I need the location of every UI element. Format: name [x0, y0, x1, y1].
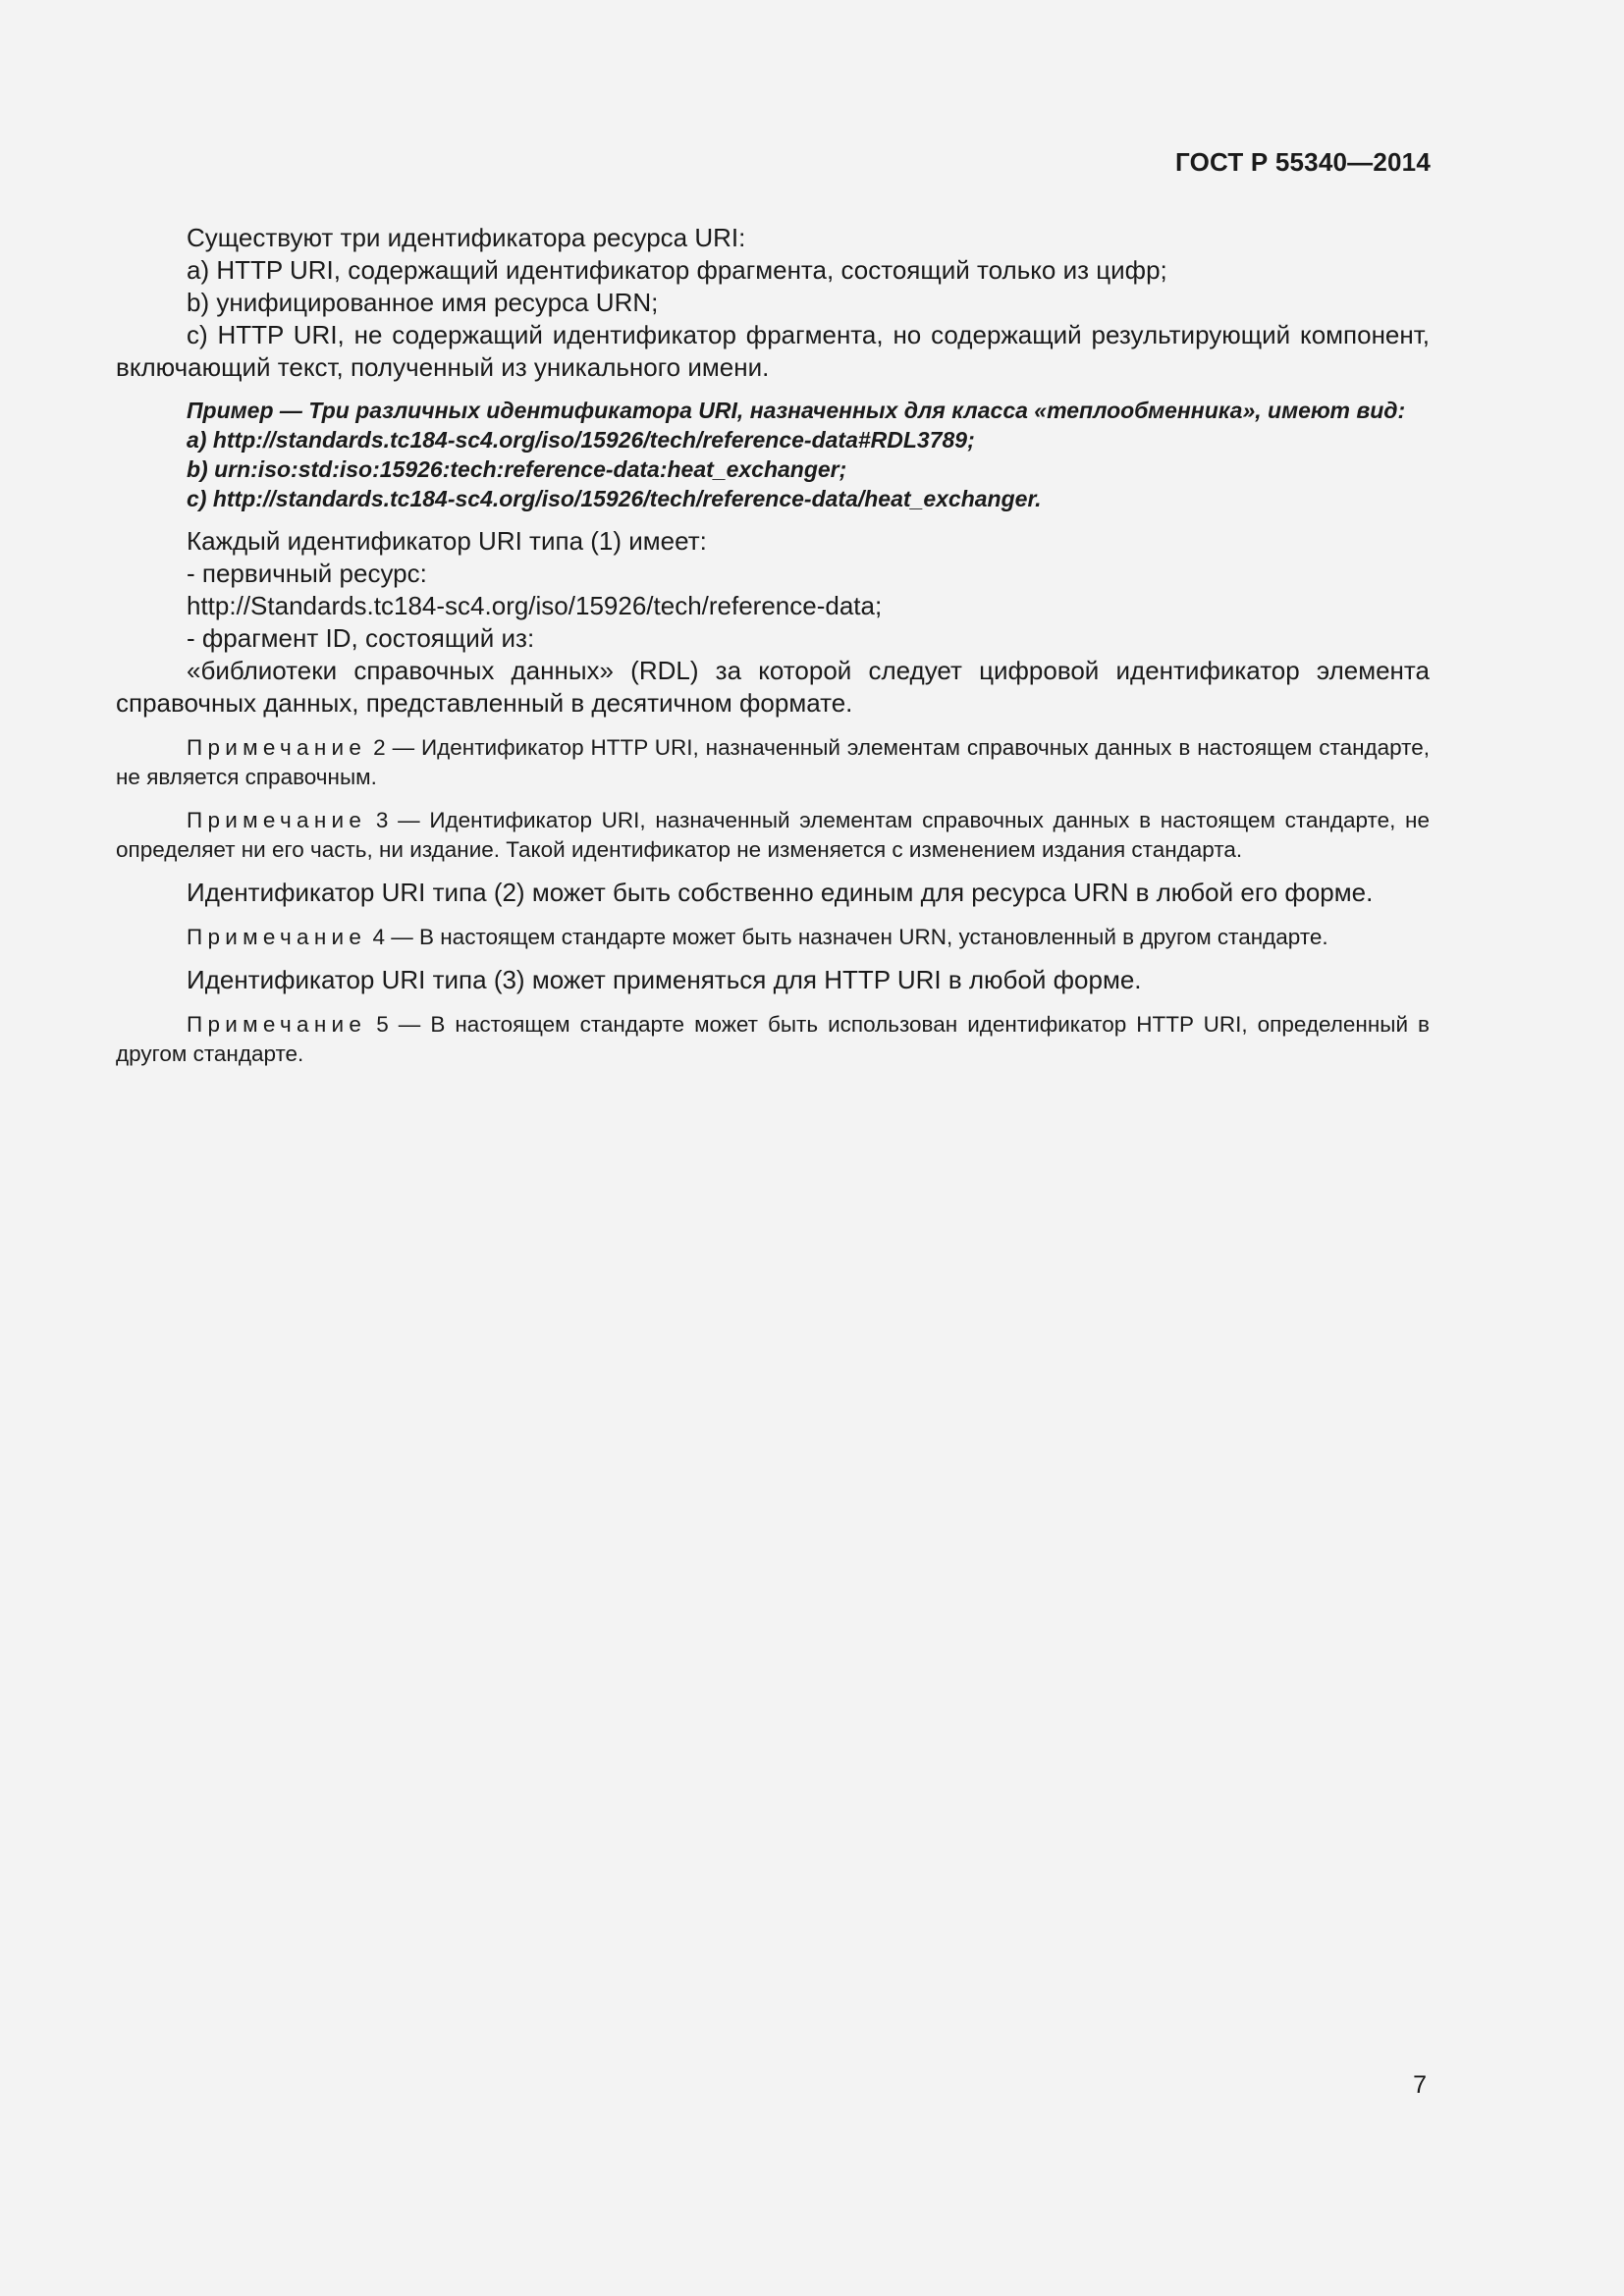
type1-intro: Каждый идентификатор URI типа (1) имеет:: [187, 526, 707, 556]
example-intro: Пример — Три различных идентификатора URI, назначенных для класса «теплообменника», имеют вид:: [187, 398, 1406, 423]
note-label: Примечание: [187, 1012, 367, 1037]
example-item-c: c) http://standards.tc184-sc4.org/iso/15926/tech/reference-data/heat_exchanger.: [187, 486, 1042, 511]
type2-paragraph: Идентификатор URI типа (2) может быть собственно единым для ресурса URN в любой его форме.: [187, 878, 1374, 907]
note-5: [116, 1010, 1430, 1069]
type3-paragraph: Идентификатор URI типа (3) может применяться для HTTP URI в любой форме.: [187, 965, 1142, 994]
note-3-text: 3 — Идентификатор URI, назначенный элементам справочных данных в настоящем стандарте, не определяет ни его часть, ни издание. Такой идентификатор не изменяется с изменением издания стандарта.: [116, 808, 1430, 862]
note-2: [116, 733, 1430, 792]
note-3: [116, 806, 1430, 865]
page-number: 7: [1413, 2071, 1427, 2099]
note-4: [116, 923, 1430, 952]
fragment-id-label: - фрагмент ID, состоящий из:: [187, 623, 535, 653]
fragment-id-description: «библиотеки справочных данных» (RDL) за которой следует цифровой идентификатор элемента справочных данных, представленный в десятичном формате.: [116, 656, 1430, 718]
primary-resource-label: - первичный ресурс:: [187, 559, 427, 588]
note-label: Примечание: [187, 735, 367, 760]
note-4-text: 4 — В настоящем стандарте может быть назначен URN, установленный в другом стандарте.: [366, 925, 1328, 949]
note-label: Примечание: [187, 925, 367, 949]
note-5-text: 5 — В настоящем стандарте может быть использован идентификатор HTTP URI, определенный в другом стандарте.: [116, 1012, 1430, 1066]
note-2-text: 2 — Идентификатор HTTP URI, назначенный элементам справочных данных в настоящем стандарте, не является справочным.: [116, 735, 1430, 789]
example-item-a: a) http://standards.tc184-sc4.org/iso/15926/tech/reference-data#RDL3789;: [187, 427, 975, 453]
list-item-c: c) HTTP URI, не содержащий идентификатор фрагмента, но содержащий результирующий компонент, включающий текст, полученный из уникального имени.: [116, 320, 1430, 382]
document-body: [116, 222, 1430, 1069]
list-item-a: a) HTTP URI, содержащий идентификатор фрагмента, состоящий только из цифр;: [187, 255, 1167, 285]
primary-resource-url: http://Standards.tc184-sc4.org/iso/15926/tech/reference-data;: [187, 591, 883, 620]
document-number: ГОСТ Р 55340—2014: [1175, 147, 1431, 177]
note-label: Примечание: [187, 808, 367, 832]
example-item-b: b) urn:iso:std:iso:15926:tech:reference-data:heat_exchanger;: [187, 456, 847, 482]
intro-paragraph: Существуют три идентификатора ресурса URI:: [187, 223, 746, 252]
list-item-b: b) унифицированное имя ресурса URN;: [187, 288, 659, 317]
